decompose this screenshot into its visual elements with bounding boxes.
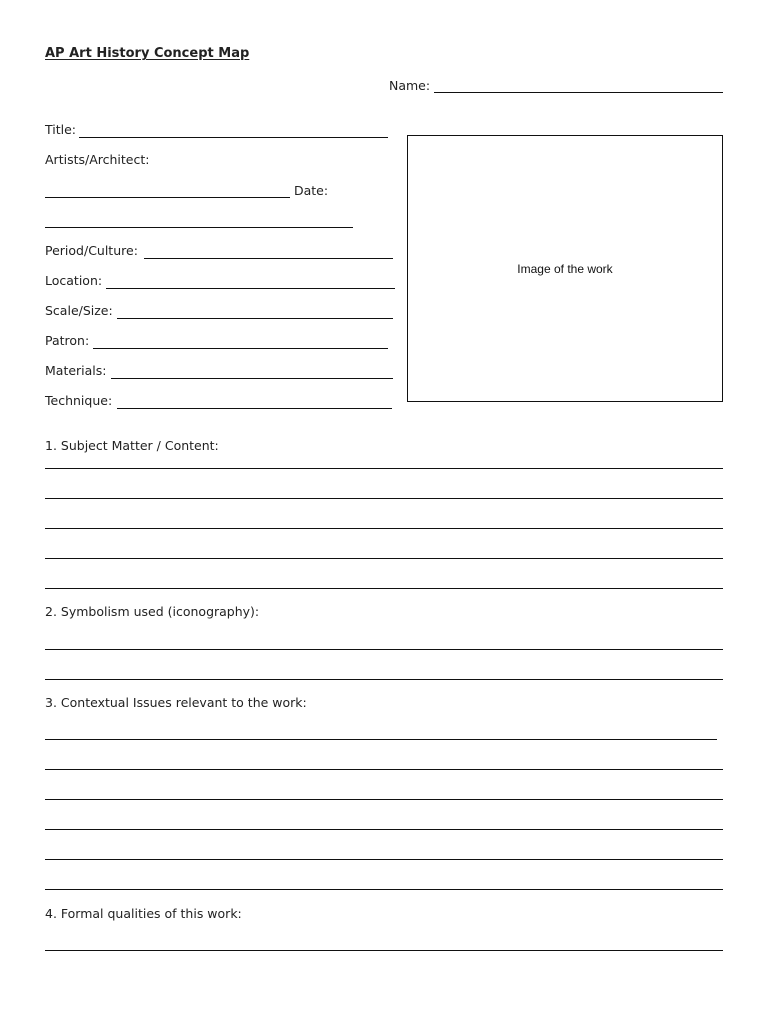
period-field-line[interactable] (144, 258, 393, 259)
section-3-line[interactable] (45, 769, 723, 770)
patron-label: Patron: (45, 333, 90, 348)
date-label: Date: (294, 183, 329, 198)
technique-label: Technique: (45, 393, 113, 408)
artists-field-line[interactable] (45, 197, 290, 198)
location-label: Location: (45, 273, 103, 288)
section-2-label: 2. Symbolism used (iconography): (45, 604, 260, 619)
section-2-line[interactable] (45, 649, 723, 650)
patron-field-line[interactable] (93, 348, 388, 349)
materials-field-line[interactable] (111, 378, 393, 379)
section-1-line[interactable] (45, 498, 723, 499)
section-4-label: 4. Formal qualities of this work: (45, 906, 242, 921)
name-field-line[interactable] (434, 92, 723, 93)
title-field-line[interactable] (79, 137, 388, 138)
section-3-line[interactable] (45, 889, 723, 890)
section-3-line[interactable] (45, 829, 723, 830)
artists-extra-line[interactable] (45, 227, 353, 228)
section-1-line[interactable] (45, 528, 723, 529)
scale-label: Scale/Size: (45, 303, 113, 318)
artists-label: Artists/Architect: (45, 152, 150, 167)
section-1-line[interactable] (45, 558, 723, 559)
title-label: Title: (45, 122, 76, 137)
image-caption: Image of the work (517, 261, 613, 276)
location-field-line[interactable] (106, 288, 395, 289)
section-3-line[interactable] (45, 799, 723, 800)
section-4-line[interactable] (45, 950, 723, 951)
technique-field-line[interactable] (117, 408, 392, 409)
section-1-label: 1. Subject Matter / Content: (45, 438, 219, 453)
image-placeholder-box (407, 135, 723, 402)
section-1-line[interactable] (45, 468, 723, 469)
section-2-line[interactable] (45, 679, 723, 680)
section-3-label: 3. Contextual Issues relevant to the work: (45, 695, 307, 710)
section-3-line[interactable] (45, 739, 717, 740)
section-1-line[interactable] (45, 588, 723, 589)
section-3-line[interactable] (45, 859, 723, 860)
document-title: AP Art History Concept Map (45, 46, 250, 61)
period-label: Period/Culture: (45, 243, 138, 258)
name-label: Name: (389, 78, 431, 93)
scale-field-line[interactable] (117, 318, 393, 319)
materials-label: Materials: (45, 363, 107, 378)
